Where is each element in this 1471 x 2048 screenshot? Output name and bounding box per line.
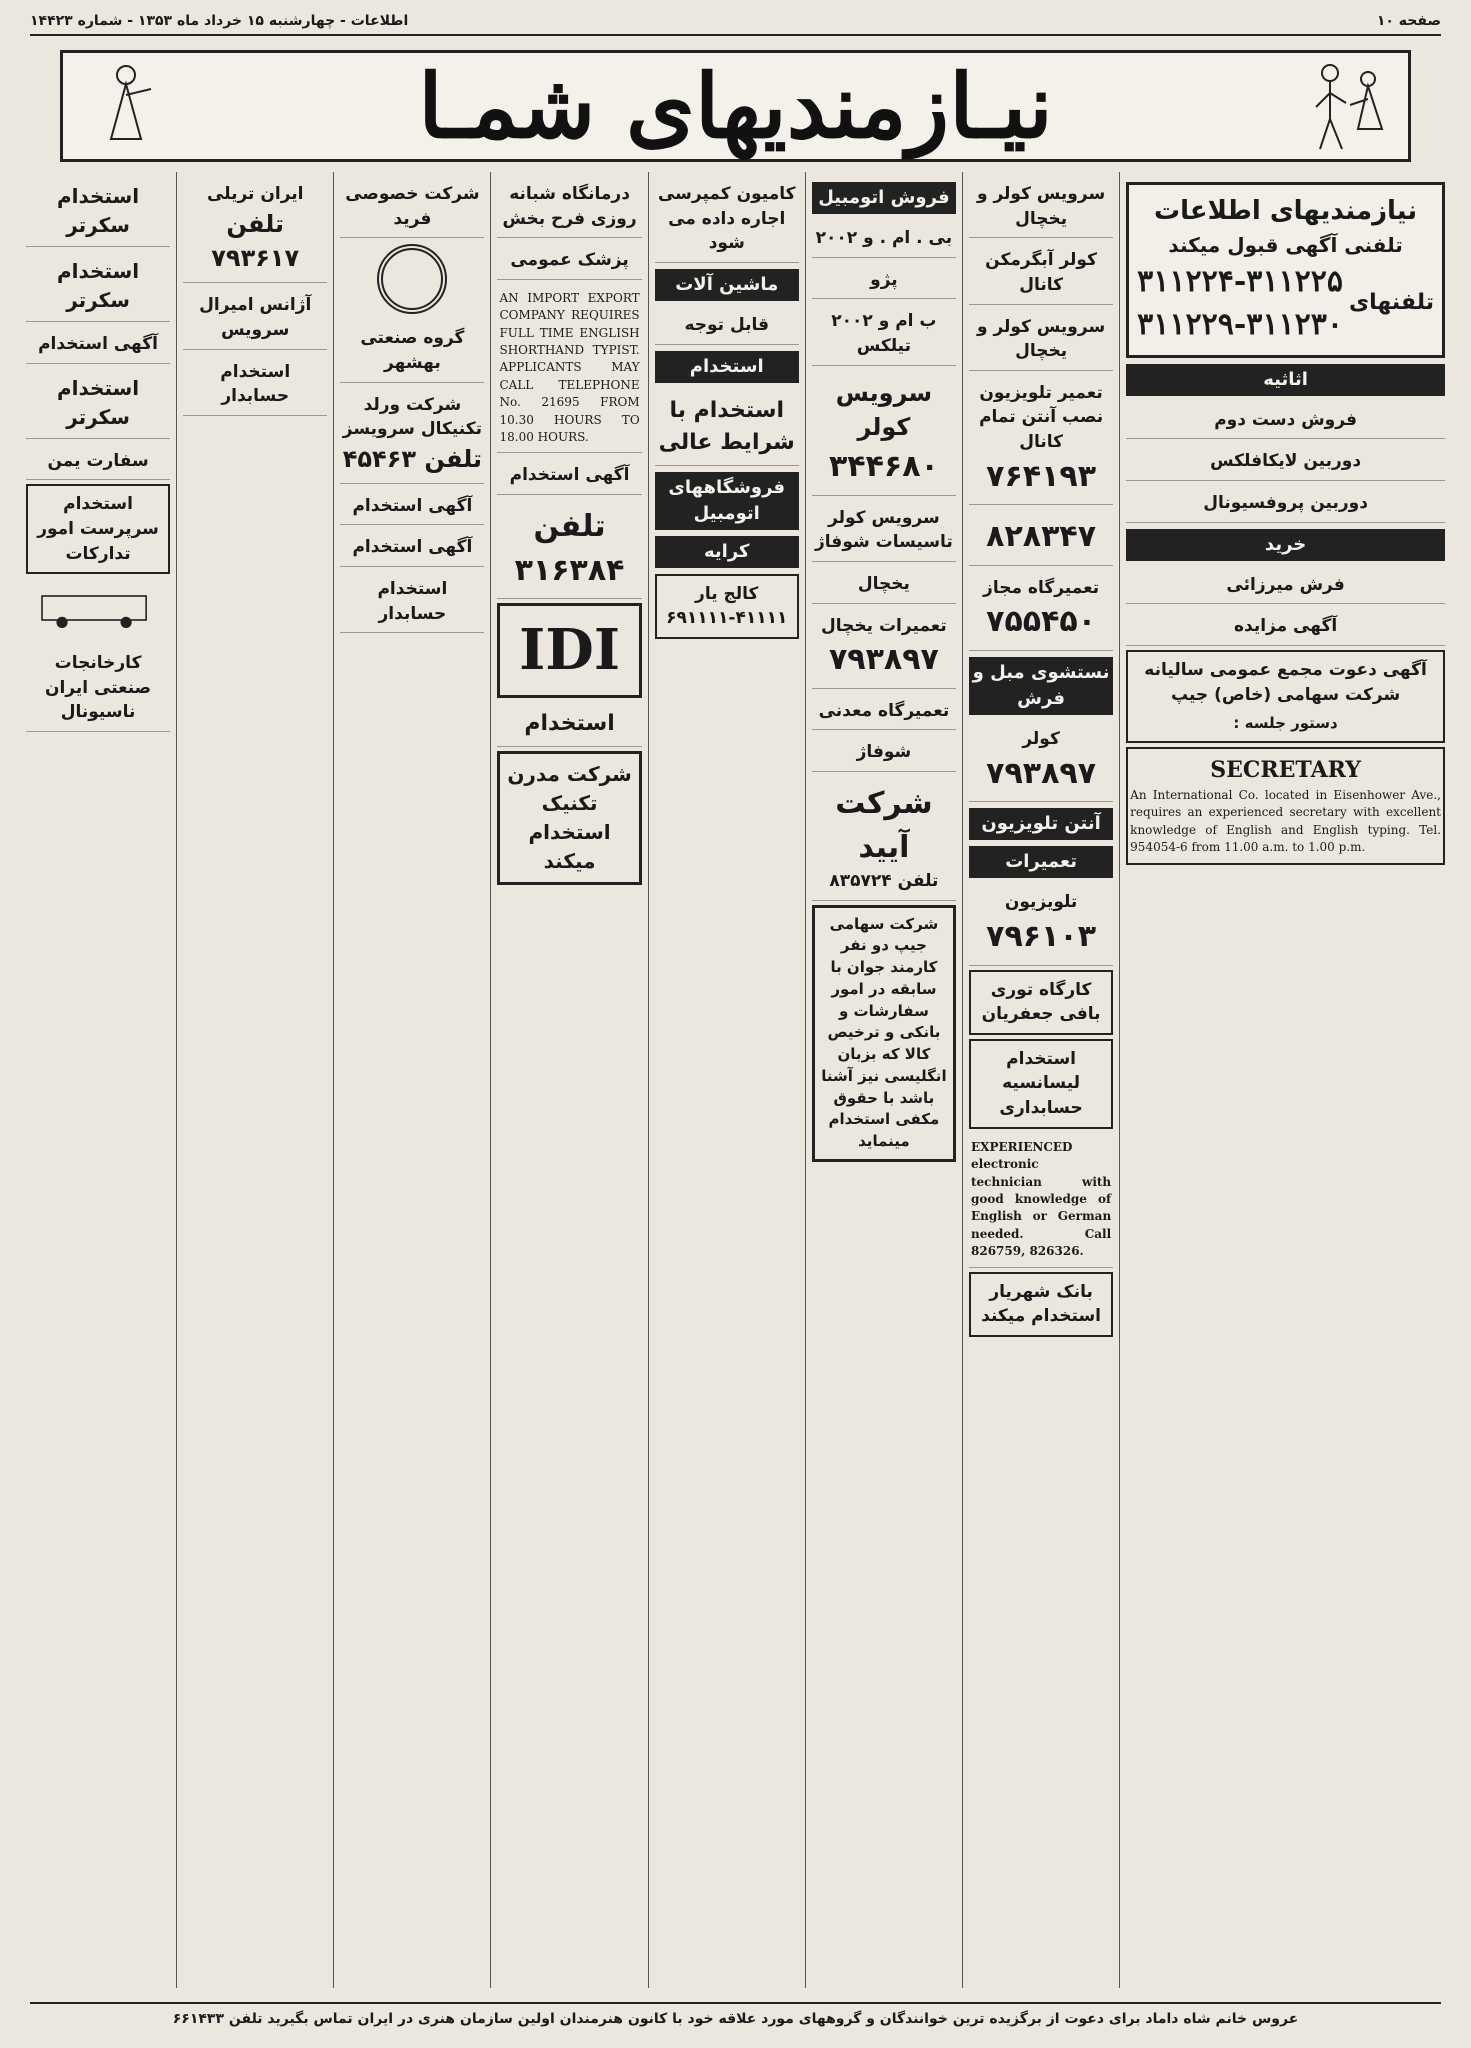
ad-behshahr-group: [340, 320, 484, 382]
ad-secretary-1: [26, 176, 170, 247]
ad-heading: پزشک عمومی: [510, 250, 629, 271]
ad-heading: SECRETARY: [1210, 757, 1361, 784]
ad-admiral-service: [183, 287, 327, 349]
ad-phone: ۷۹۳۸۹۷: [828, 642, 939, 678]
ad-columns: [20, 172, 1451, 1988]
ad-heading: ایران تریلی: [206, 184, 304, 204]
ad-heading: آگهی استخدام: [38, 334, 158, 354]
ad-phone: ۳۴۴۶۸۰: [828, 449, 939, 485]
ad-heading: گروه صنعتی بهشهر: [360, 328, 465, 373]
section-employment: استخدام: [655, 351, 799, 383]
ad-secretary-english: [1126, 747, 1445, 864]
bus-illustration-icon: [26, 578, 170, 638]
ad-tv-repair: [969, 375, 1113, 505]
ad-heading: کولر آبگرمکن کانال: [985, 250, 1097, 295]
column-4: [648, 172, 805, 1988]
ad-secretary-3: [26, 368, 170, 439]
behshahr-logo-icon: [377, 244, 447, 314]
masthead-title: نیـازمندیهای شمـا: [418, 54, 1053, 158]
ad-heading: استخدام سکرتر: [56, 184, 140, 237]
ad-hiring-1: [340, 488, 484, 526]
column-1: [1119, 172, 1451, 1988]
ad-heading: سفارت یمن: [47, 450, 149, 471]
box-title: نیازمندیهای اطلاعات: [1153, 196, 1418, 226]
idi-logo: IDI: [497, 603, 641, 698]
ad-iran-national: [26, 645, 170, 732]
dateline: اطلاعات - چهارشنبه ۱۵ خرداد ماه ۱۳۵۳ - شماره ۱۴۴۲۳: [30, 13, 409, 29]
ad-iran-trailer: [183, 176, 327, 283]
section-buy: خرید: [1126, 529, 1445, 561]
ad-heading: استخدام سکرتر: [56, 375, 140, 429]
ad-camera-pro: [1126, 485, 1445, 523]
section-machinery: ماشین آلات: [655, 269, 799, 301]
ad-heading: سرویس کولر: [835, 378, 933, 442]
ad-accounting-hire: [969, 1039, 1113, 1129]
ad-heading: شرکت ورلد تکنیکال سرویسز: [342, 394, 482, 440]
ad-heading: استخدام لیسانسیه حسابداری: [999, 1048, 1083, 1119]
ad-phone: ۶۹۱۱۱۱-۴۱۱۱۱: [666, 608, 788, 629]
ad-heading: آگهی استخدام: [352, 495, 473, 516]
ad-heading: استخدام سکرتر: [56, 259, 140, 312]
ad-tv-phone: [969, 509, 1113, 566]
page-number: صفحه ۱۰: [1376, 13, 1441, 29]
ad-phone: تلفن ۳۱۶۳۸۴: [514, 509, 625, 588]
ad-clinic: [497, 176, 641, 238]
ad-excellent-terms: [655, 389, 799, 466]
ad-heading: بانک شهریار استخدام میکند: [981, 1281, 1102, 1327]
ad-agenda-label: دستور جلسه :: [1233, 714, 1338, 733]
section-car-dealers: فروشگاههای اتومبیل: [655, 472, 799, 530]
ad-cooler-service-3: [812, 370, 956, 496]
ad-heading: درمانگاه شبانه روزی فرح بخش: [502, 184, 637, 229]
section-masthead: [60, 50, 1411, 162]
ad-procurement-supervisor: [26, 484, 170, 574]
ad-secretary-2: [26, 251, 170, 322]
ad-heading: تلویزیون: [1004, 892, 1078, 913]
running-header: [30, 8, 1441, 36]
ad-accountant: [340, 571, 484, 633]
ad-heading: سرویس کولر تاسیسات شوفاژ: [815, 507, 953, 553]
classifieds-phone-box: [1126, 182, 1445, 358]
couple-illustration-icon: [1290, 59, 1400, 155]
ad-heading: ب ام و ۲۰۰۲ تیلکس: [831, 311, 937, 357]
section-furniture: اثاثیه: [1126, 364, 1445, 396]
ad-heading: آگهی مزایده: [1233, 616, 1338, 637]
ad-television: [969, 884, 1113, 965]
ad-heading: فروش دست دوم: [1214, 409, 1357, 430]
ad-camera-leica: [1126, 443, 1445, 481]
woman-illustration-icon: [71, 59, 181, 155]
ad-heading: تعمیر تلویزیون نصب آنتن تمام کانال: [979, 382, 1104, 453]
ad-heading: کامیون کمپرسی اجاره داده می شود: [657, 184, 796, 254]
ad-bmw-tilex: [812, 303, 956, 365]
ad-import-export-english: [497, 284, 641, 454]
ad-heading: تعمیرگاه مجاز: [983, 577, 1100, 598]
ad-phone: ۷۶۴۱۹۳: [986, 458, 1097, 494]
ad-heading: کولر: [1022, 729, 1060, 750]
column-3: [805, 172, 962, 1988]
footer-text: عروس خانم شاه داماد برای دعوت از برگزیده ترین خوانندگان و گروههای مورد علاقه خود با کانون هنرمندان اولین سازمان هنری در ایران تماس بگیرید تلفن ۶۶۱۴۳۳: [172, 2011, 1299, 2027]
column-6: [333, 172, 490, 1988]
column-5: [490, 172, 647, 1988]
ad-heading: تعمیرگاه معدنی: [818, 700, 950, 721]
ad-peugeot: [812, 262, 956, 300]
ad-jafarian-workshop: [969, 970, 1113, 1035]
ad-heading: شرکت آیید: [835, 786, 933, 865]
ad-heading: شرکت خصوصی فرید: [345, 184, 480, 229]
ad-heading: شوفاژ: [856, 742, 912, 763]
section-car-sale: فروش اتومبیل: [812, 182, 956, 214]
ad-heading: آگهی استخدام: [509, 465, 630, 486]
column-8: [20, 172, 176, 1988]
ad-bmw-2002: [812, 220, 956, 258]
ad-mirzaei-carpet: [1126, 567, 1445, 605]
ad-fridge-repair: [812, 608, 956, 689]
ad-farid-company: [340, 176, 484, 238]
ad-heating: [812, 734, 956, 772]
ad-heading: دوربین پروفسیونال: [1203, 493, 1368, 514]
ad-hiring-2: [340, 529, 484, 567]
ad-heading: قابل توجه: [684, 315, 770, 336]
column-7: [176, 172, 333, 1988]
section-carpet-cleaning: نستشوی مبل و فرش: [969, 657, 1113, 715]
ad-heading: آگهی دعوت مجمع عمومی سالیانه شرکت سهامی (خاص) جیپ: [1144, 660, 1427, 705]
ad-heading: استخدام با شرایط عالی: [658, 397, 795, 455]
ad-body: AN IMPORT EXPORT COMPANY REQUIRES FULL TIME ENGLISH SHORTHAND TYPIST. APPLICANTS MAY CALL TELEPHONE No. 21695 FROM 10.30 HOURS TO 18.00 HOURS.: [499, 290, 640, 445]
ad-heading: کالج یار: [695, 583, 759, 604]
ad-attention: [655, 307, 799, 345]
ad-general-physician: [497, 242, 641, 280]
box-phones-line1: ۳۱۱۲۲۴-۳۱۱۲۲۵: [1137, 263, 1343, 299]
ad-cooler: [969, 721, 1113, 802]
ad-world-technical: [340, 387, 484, 484]
ad-cooler-service-1: [969, 176, 1113, 238]
ad-body: An International Co. located in Eisenhower Ave., requires an experienced secretary with excellent knowledge of English and English typing. Tel. 954054-6 from 11.00 a.m. to 1.00 p.m.: [1130, 788, 1441, 855]
section-rent: کرایه: [655, 536, 799, 568]
ad-phone: ۷۵۵۴۵۰: [986, 604, 1097, 640]
footer-banner: [30, 2002, 1441, 2034]
ad-heading: پژو: [870, 269, 898, 290]
ad-authorized-repair: [969, 570, 1113, 651]
ad-body: EXPERIENCED electronic technician with good knowledge of English or German needed. Call 826759, 826326.: [971, 1139, 1112, 1259]
ad-heading: استخدام حسابدار: [377, 578, 448, 624]
ad-heading: دوربین لایکافلکس: [1210, 451, 1362, 472]
ad-technician-english: [969, 1133, 1113, 1268]
ad-idi-employment: [497, 702, 641, 747]
section-repairs: تعمیرات: [969, 846, 1113, 878]
ad-cooler-canal: [969, 242, 1113, 304]
box-subtitle: تلفنی آگهی قبول میکند: [1168, 232, 1403, 257]
ad-phone: ۷۹۳۸۹۷: [986, 755, 1097, 791]
ad-heading: سرویس کولر و یخچال: [976, 316, 1106, 362]
ad-jeep-staff: [812, 905, 956, 1162]
ad-used-sale: [1126, 402, 1445, 440]
ad-dump-truck: [655, 176, 799, 263]
ad-jeep-general-meeting: [1126, 650, 1445, 743]
ad-heading: تعمیرات یخچال: [821, 615, 947, 636]
ad-cooler-service-2: [969, 309, 1113, 371]
ad-heading: استخدام: [524, 711, 615, 737]
ad-accountant-2: [183, 354, 327, 416]
ad-refrigerator: [812, 566, 956, 604]
ad-heading: آژانس امیرال سرویس: [199, 295, 312, 340]
ad-heading: شرکت مدرن تکنیک استخدام میکند: [507, 762, 632, 874]
ad-phone-316384: [497, 499, 641, 599]
ad-heading: فرش میرزائی: [1226, 574, 1345, 595]
ad-heading: کارگاه توری بافی جعفریان: [981, 979, 1101, 1025]
ad-phone: ۸۲۸۳۴۷: [986, 519, 1097, 555]
ad-aid-company: [812, 776, 956, 901]
ad-hiring-3: [26, 326, 170, 364]
ad-hiring-notice: [497, 457, 641, 495]
ad-heading: آگهی استخدام: [352, 537, 473, 558]
ad-heading: استخدام حسابدار: [220, 361, 291, 407]
ad-auction: [1126, 608, 1445, 646]
ad-phone: تلفن ۸۳۵۷۲۴: [829, 871, 939, 892]
column-2: [962, 172, 1119, 1988]
ad-heading: سرویس کولر و یخچال: [976, 184, 1106, 229]
ad-heading: بی . ام . و ۲۰۰۲: [815, 228, 953, 249]
ad-cooler-heating: [812, 500, 956, 562]
ad-phone: تلفن ۴۵۴۶۳: [342, 444, 483, 473]
ad-madani-repair: [812, 693, 956, 731]
section-tv-antenna: آنتن تلویزیون: [969, 808, 1113, 840]
ad-shahriar-bank: [969, 1272, 1113, 1337]
ad-heading: کارخانجات صنعتی ایران ناسیونال: [44, 653, 152, 723]
ad-yemen-embassy: [26, 443, 170, 481]
ad-modern-technic: [497, 751, 641, 885]
box-phones-line2: ۳۱۱۲۲۹-۳۱۱۲۳۰: [1137, 307, 1343, 343]
ad-college-yar: [655, 574, 799, 639]
ad-heading: یخچال: [857, 574, 910, 595]
box-phones-label: تلفنهای: [1348, 290, 1434, 316]
ad-phone: تلفن ۷۹۳۶۱۷: [211, 209, 300, 273]
ad-phone: ۷۹۶۱۰۳: [986, 919, 1097, 955]
ad-heading: شرکت سهامی جیپ دو نفر کارمند جوان با سابقه در امور سفارشات و بانکی و ترخیص کالا که بزبان انگلیسی نیز آشنا باشد با حقوق مکفی استخدام مینماید: [821, 914, 947, 1151]
ad-heading: استخدام سرپرست امور تدارکات: [37, 494, 159, 564]
